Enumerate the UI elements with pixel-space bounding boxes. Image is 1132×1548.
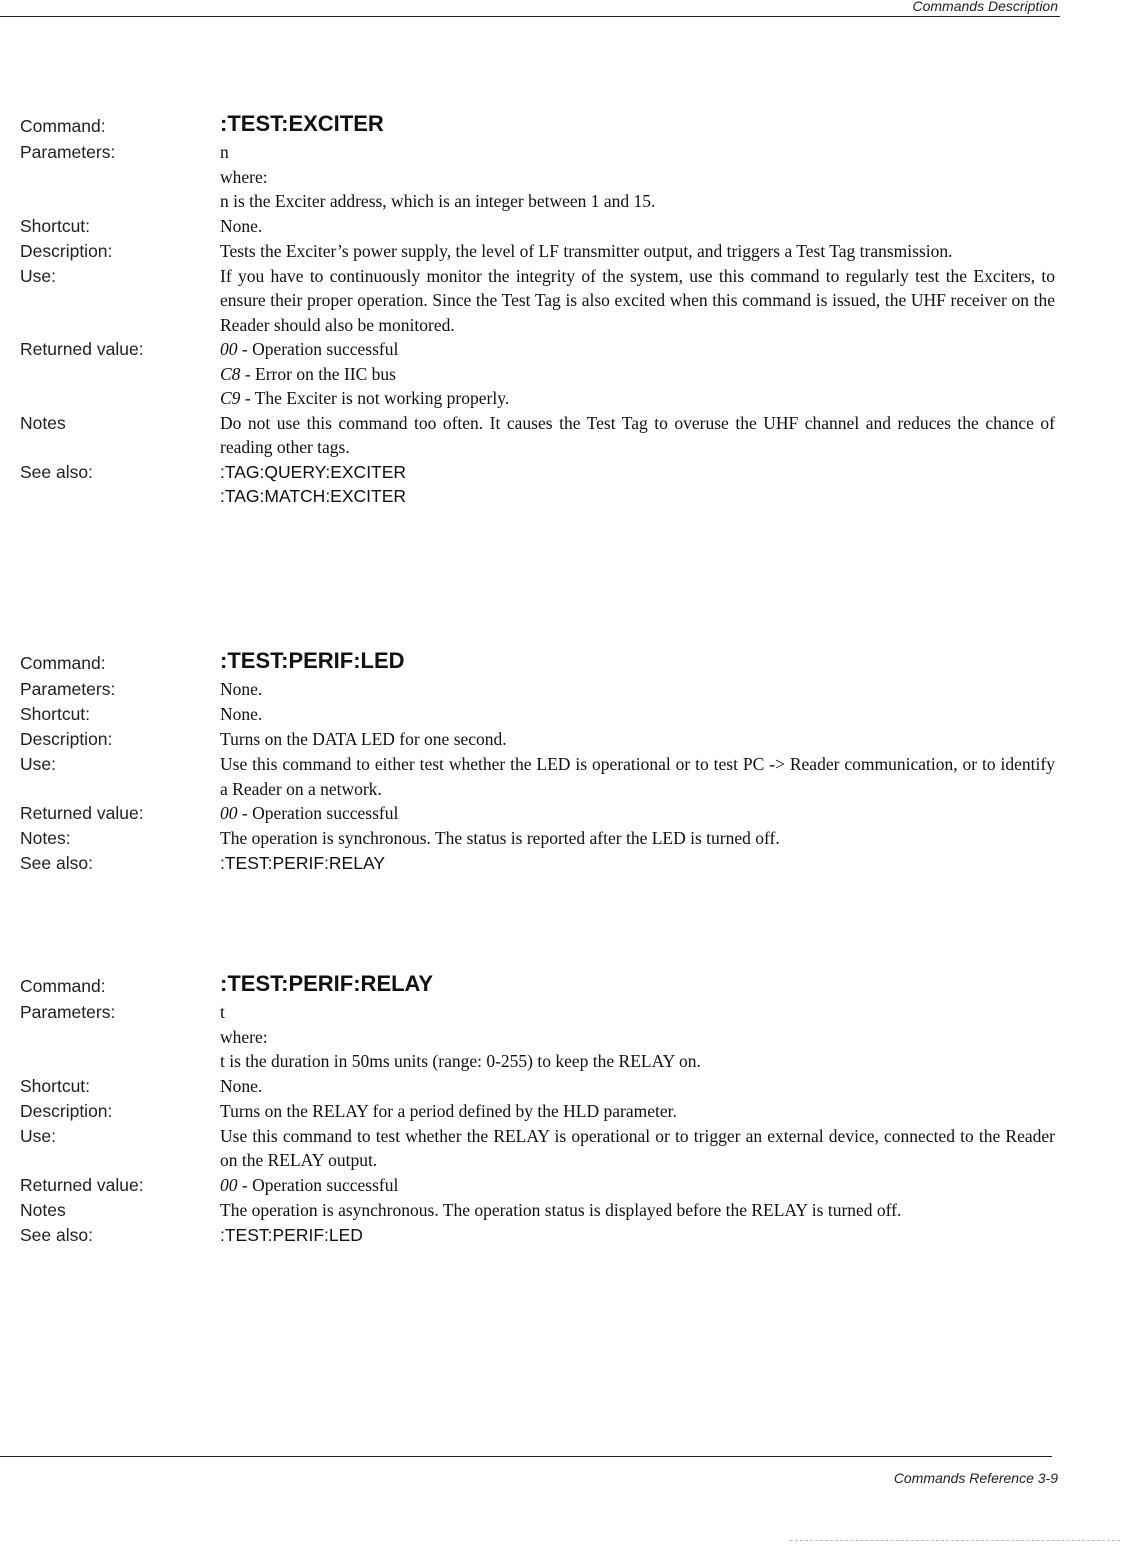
- use-label: Use:: [20, 1125, 56, 1146]
- return-text: - Operation successful: [237, 803, 399, 823]
- return-text: - Operation successful: [237, 1174, 399, 1195]
- parameters-line: where:: [220, 1026, 268, 1047]
- shortcut-value: None.: [220, 215, 263, 236]
- parameters-line: n is the Exciter address, which is an integer between 1 and 15.: [220, 191, 656, 211]
- shortcut-value: None.: [220, 1075, 263, 1096]
- returned-value-label: Returned value:: [20, 1174, 144, 1195]
- command-label: Command:: [20, 653, 106, 673]
- command-section-perif-led: [20, 647, 1055, 876]
- see-also-list: [220, 460, 1055, 509]
- shortcut-value: None.: [220, 704, 263, 724]
- see-also-label: See also:: [20, 1224, 93, 1245]
- returned-value-list: [220, 1173, 1055, 1198]
- description-label: Description:: [20, 1100, 113, 1121]
- description-value: Turns on the RELAY for a period defined by the HLD parameter.: [220, 1100, 677, 1121]
- parameters-label: Parameters:: [20, 142, 116, 162]
- command-name: :TEST:EXCITER: [220, 111, 384, 136]
- see-also-item: :TEST:PERIF:RELAY: [220, 853, 385, 873]
- see-also-list: [220, 1223, 1055, 1248]
- see-also-label: See also:: [20, 461, 93, 482]
- see-also-item: :TAG:QUERY:EXCITER: [220, 461, 407, 482]
- description-value: Turns on the DATA LED for one second.: [220, 729, 507, 749]
- use-value: If you have to continuously monitor the integrity of the system, use this command to regularly test the Exciters, to ensure their proper operation. Since the Test Tag is also excited when this command is issued, the UHF receiver on the Reader should also be monitored.: [220, 265, 1055, 335]
- see-also-item: :TAG:MATCH:EXCITER: [220, 486, 407, 506]
- command-label: Command:: [20, 116, 106, 136]
- header-rule: [0, 16, 1060, 17]
- return-text: - Operation successful: [237, 339, 399, 359]
- scan-artifact-line: [790, 1540, 1120, 1541]
- returned-value-item: [220, 1173, 1055, 1198]
- parameters-value: [220, 140, 1055, 214]
- notes-label: Notes: [20, 1199, 66, 1220]
- returned-value-list: [220, 801, 1055, 826]
- command-label: Command:: [20, 976, 106, 996]
- description-label: Description:: [20, 240, 113, 261]
- shortcut-label: Shortcut:: [20, 215, 91, 236]
- description-value: Tests the Exciter’s power supply, the level of LF transmitter output, and triggers a Test Tag transmission.: [220, 240, 953, 261]
- return-code: 00: [220, 803, 238, 823]
- shortcut-label: Shortcut:: [20, 1075, 91, 1096]
- command-name: :TEST:PERIF:LED: [220, 648, 405, 673]
- shortcut-label: Shortcut:: [20, 704, 91, 724]
- parameters-line: t: [220, 1002, 225, 1022]
- see-also-item: :TEST:PERIF:LED: [220, 1224, 363, 1245]
- returned-value-label: Returned value:: [20, 339, 144, 359]
- page-header-title: Commands Description: [912, 0, 1058, 14]
- return-text: - The Exciter is not working properly.: [240, 388, 510, 408]
- returned-value-item: [220, 801, 1055, 826]
- use-value: Use this command to either test whether the LED is operational or to test PC -> Reader communication, or to identify a Reader on a network.: [220, 754, 1055, 799]
- notes-value: The operation is synchronous. The status is reported after the LED is turned off.: [220, 828, 780, 848]
- command-name: :TEST:PERIF:RELAY: [220, 971, 434, 996]
- returned-value-label: Returned value:: [20, 803, 144, 823]
- return-code: 00: [220, 339, 238, 359]
- use-label: Use:: [20, 265, 56, 286]
- command-section-exciter: [20, 110, 1055, 509]
- returned-value-item: [220, 337, 1055, 362]
- notes-label: Notes: [20, 412, 66, 433]
- return-code: C8: [220, 363, 241, 384]
- see-also-list: [220, 851, 1055, 876]
- returned-value-item: [220, 362, 1055, 387]
- notes-value: The operation is asynchronous. The operation status is displayed before the RELAY is turned off.: [220, 1199, 902, 1220]
- returned-value-list: [220, 337, 1055, 411]
- command-section-perif-relay: [20, 970, 1055, 1248]
- parameters-line: t is the duration in 50ms units (range: 0-255) to keep the RELAY on.: [220, 1051, 701, 1071]
- parameters-line: None.: [220, 679, 263, 699]
- page-footer-title: Commands Reference 3-9: [893, 1470, 1058, 1486]
- use-label: Use:: [20, 754, 56, 774]
- notes-label: Notes:: [20, 828, 71, 848]
- parameters-label: Parameters:: [20, 679, 116, 699]
- parameters-value: [220, 677, 1055, 702]
- parameters-value: [220, 1000, 1055, 1074]
- see-also-label: See also:: [20, 853, 93, 873]
- parameters-line: where:: [220, 166, 268, 187]
- parameters-label: Parameters:: [20, 1002, 116, 1022]
- description-label: Description:: [20, 729, 113, 749]
- use-value: Use this command to test whether the RELAY is operational or to trigger an external device, connected to the Reader on the RELAY output.: [220, 1125, 1055, 1170]
- footer-rule: [0, 1456, 1052, 1457]
- returned-value-item: [220, 386, 1055, 411]
- return-code: C9: [220, 388, 241, 408]
- return-text: - Error on the IIC bus: [240, 363, 396, 384]
- parameters-line: n: [220, 142, 229, 162]
- return-code: 00: [220, 1174, 238, 1195]
- notes-value: Do not use this command too often. It causes the Test Tag to overuse the UHF channel and reduces the chance of reading other tags.: [220, 412, 1055, 457]
